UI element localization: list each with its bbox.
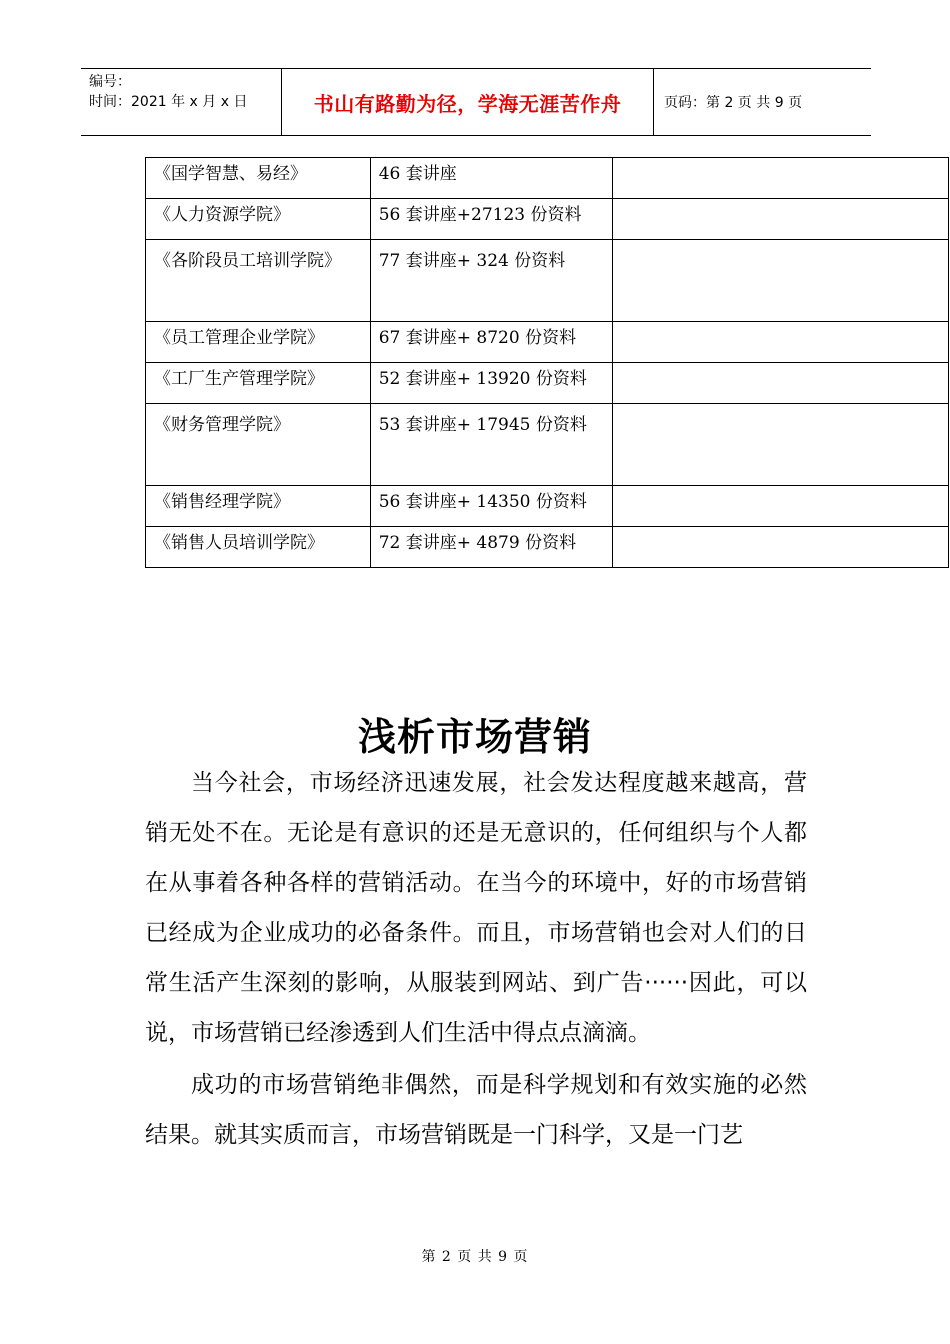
catalog-content-cell: 46 套讲座 <box>370 158 613 199</box>
catalog-content-cell: 52 套讲座+ 13920 份资料 <box>370 363 613 404</box>
catalog-name-cell: 《销售经理学院》 <box>146 486 371 527</box>
catalog-extra-cell <box>613 199 949 240</box>
document-time-label: 时间：2021 年 x 月 x 日 <box>89 94 248 110</box>
course-catalog-table <box>145 157 949 568</box>
table-row <box>146 158 949 199</box>
catalog-name-cell: 《财务管理学院》 <box>146 404 371 486</box>
page-footer: 第 2 页 共 9 页 <box>421 1249 529 1265</box>
catalog-name-cell: 《国学智慧、易经》 <box>146 158 371 199</box>
catalog-content-cell: 72 套讲座+ 4879 份资料 <box>370 527 613 568</box>
article-paragraph: 当今社会，市场经济迅速发展，社会发达程度越来越高，营销无处不在。无论是有意识的还是无意识的，任何组织与个人都在从事着各种各样的营销活动。在当今的环境中，好的市场营销已经成为企业成功的必备条件。而且，市场营销也会对人们的日常生活产生深刻的影响，从服装到网站、到广告······因此，可以说，市场营销已经渗透到人们生活中得点点滴滴。 <box>145 770 807 1046</box>
article-title: 浅析市场营销 <box>357 715 592 759</box>
catalog-extra-cell <box>613 322 949 363</box>
catalog-name-cell: 《人力资源学院》 <box>146 199 371 240</box>
table-row <box>146 486 949 527</box>
header-motto: 书山有路勤为径，学海无涯苦作舟 <box>282 69 654 135</box>
catalog-content-cell: 67 套讲座+ 8720 份资料 <box>370 322 613 363</box>
catalog-extra-cell <box>613 527 949 568</box>
table-row <box>146 199 949 240</box>
catalog-name-cell: 《员工管理企业学院》 <box>146 322 371 363</box>
table-row <box>146 240 949 322</box>
catalog-extra-cell <box>613 404 949 486</box>
table-row <box>146 363 949 404</box>
catalog-name-cell: 《各阶段员工培训学院》 <box>146 240 371 322</box>
catalog-content-cell: 56 套讲座+ 14350 份资料 <box>370 486 613 527</box>
catalog-extra-cell <box>613 240 949 322</box>
article-body <box>145 758 807 1162</box>
header-page-number: 页码：第 2 页 共 9 页 <box>664 95 803 111</box>
catalog-extra-cell <box>613 363 949 404</box>
header-meta <box>81 69 282 135</box>
table-row <box>146 527 949 568</box>
catalog-extra-cell <box>613 486 949 527</box>
catalog-extra-cell <box>613 158 949 199</box>
catalog-content-cell: 56 套讲座+27123 份资料 <box>370 199 613 240</box>
table-row <box>146 404 949 486</box>
article-paragraph: 成功的市场营销绝非偶然，而是科学规划和有效实施的必然结果。就其实质而言，市场营销既是一门科学，又是一门艺 <box>145 1072 807 1148</box>
catalog-content-cell: 53 套讲座+ 17945 份资料 <box>370 404 613 486</box>
catalog-name-cell: 《销售人员培训学院》 <box>146 527 371 568</box>
catalog-content-cell: 77 套讲座+ 324 份资料 <box>370 240 613 322</box>
page-header <box>81 68 871 136</box>
document-number-label: 编号： <box>89 74 131 90</box>
catalog-name-cell: 《工厂生产管理学院》 <box>146 363 371 404</box>
table-row <box>146 322 949 363</box>
